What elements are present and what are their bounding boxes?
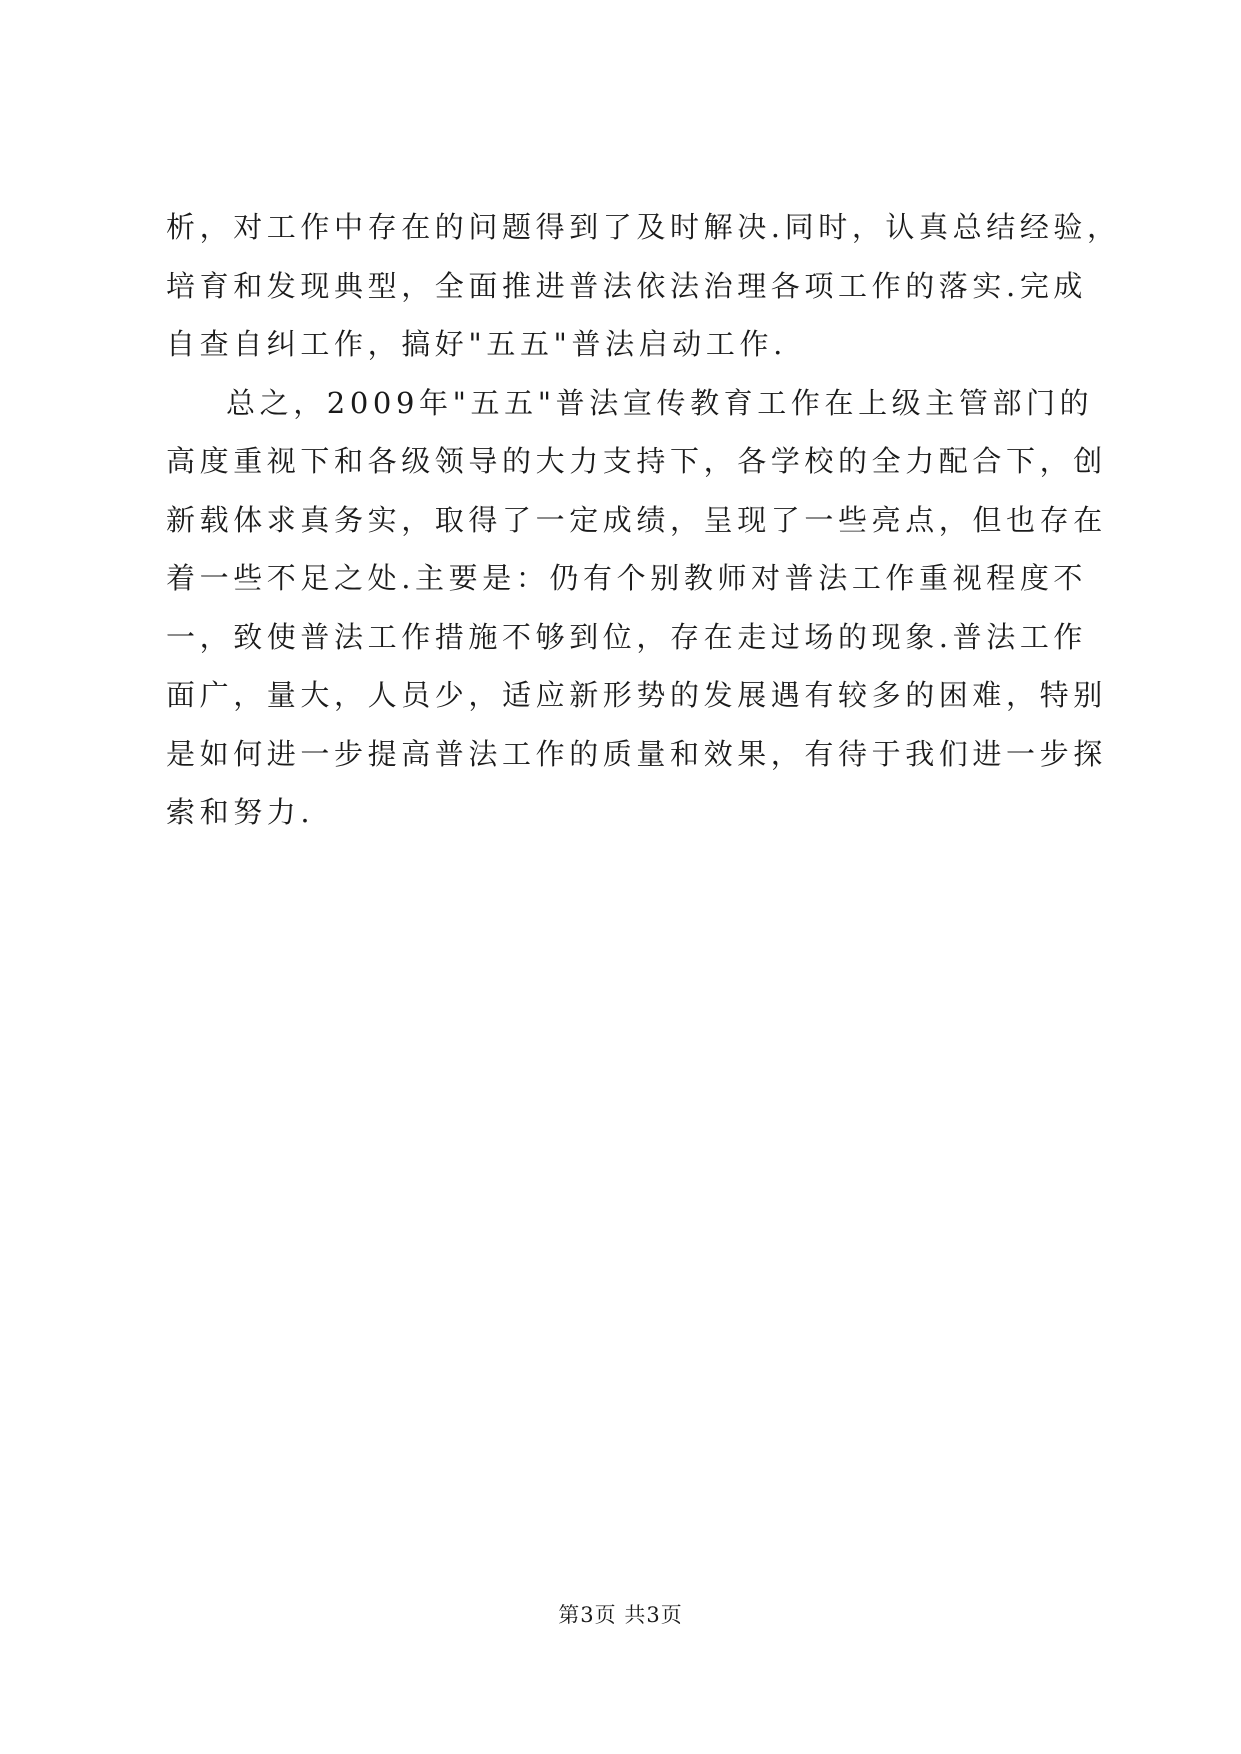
paragraph-line: 是如何进一步提高普法工作的质量和效果，有待于我们进一步探 — [166, 736, 1107, 771]
paragraph-line: 着一些不足之处.主要是：仍有个别教师对普法工作重视程度不 — [166, 561, 1088, 595]
paragraph-line: 索和努力. — [166, 795, 315, 829]
paragraph-line: 高度重视下和各级领导的大力支持下，各学校的全力配合下，创 — [166, 444, 1107, 478]
paragraph-line: 析，对工作中存在的问题得到了及时解决.同时，认真总结经验， — [166, 210, 1121, 244]
paragraph-line: 自查自纠工作，搞好"五五"普法启动工作. — [166, 327, 787, 361]
page-footer — [0, 1601, 1241, 1629]
paragraph-line: 培育和发现典型，全面推进普法依法治理各项工作的落实.完成 — [166, 268, 1088, 303]
paragraph-line: 一，致使普法工作措施不够到位，存在走过场的现象.普法工作 — [166, 619, 1088, 654]
paragraph-line: 新载体求真务实，取得了一定成绩，呈现了一些亮点，但也存在 — [166, 502, 1107, 537]
body-text — [166, 198, 1121, 842]
paragraph-line: 面广，量大，人员少，适应新形势的发展遇有较多的困难，特别 — [166, 678, 1107, 712]
page-number: 第3页 共3页 — [558, 1603, 683, 1627]
paragraph-line: 总之，2009年"五五"普法宣传教育工作在上级主管部门的 — [226, 385, 1094, 420]
